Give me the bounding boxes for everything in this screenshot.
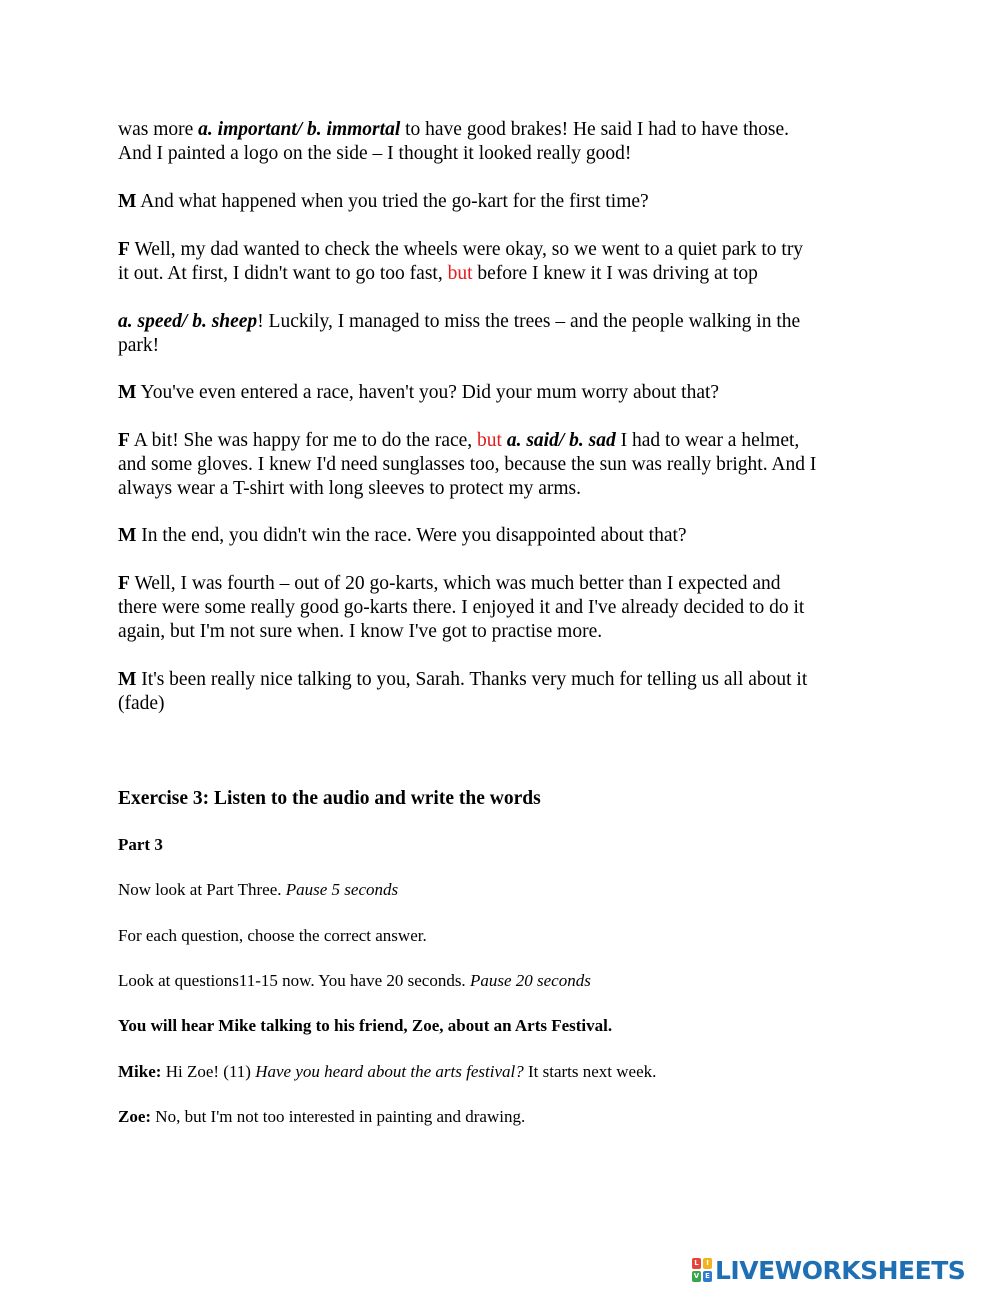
logo-icon [692, 1258, 712, 1282]
highlighted-word: but [477, 430, 502, 451]
speaker-label: M [118, 382, 137, 403]
logo-letter-e: E [703, 1271, 712, 1282]
speaker-label: Zoe: [118, 1107, 152, 1126]
speaker-label: M [118, 525, 137, 546]
instruction-context: You will hear Mike talking to his friend, Zoe, about an Arts Festival. [118, 1016, 613, 1035]
answer-option-important-immortal[interactable]: a. important/ b. immortal [198, 119, 401, 140]
logo-letter-l: L [692, 1258, 701, 1269]
logo-letter-v: V [693, 1272, 700, 1280]
dialogue-zoe: Zoe: No, but I'm not too interested in painting and drawing. [118, 1107, 526, 1126]
speaker-label: F [118, 573, 130, 594]
answer-option-speed-sheep[interactable]: a. speed/ b. sheep [118, 311, 258, 332]
exercise-heading: Exercise 3: Listen to the audio and write the words [118, 788, 541, 809]
paragraph-f-answer-1: F Well, my dad wanted to check the wheels were okay, so we went to a quiet park to try it out. At first, I didn't want to go too fast, but before I knew it I was driving at top [118, 239, 804, 284]
paragraph-brakes: was more a. important/ b. immortal to have good brakes! He said I had to have those. And I painted a logo on the side – I thought it looked really good! [118, 119, 790, 164]
answer-option-said-sad[interactable]: a. said/ b. sad [501, 430, 616, 451]
instruction-part-three: Now look at Part Three. Pause 5 seconds [118, 880, 399, 899]
speaker-label: M [118, 191, 137, 212]
highlighted-word: but [447, 263, 473, 284]
speaker-label: Mike: [118, 1062, 162, 1081]
paragraph-m-closing: M It's been really nice talking to you, Sarah. Thanks very much for telling us all about it (fade) [118, 669, 808, 714]
part-heading: Part 3 [118, 835, 163, 854]
paragraph-speed: a. speed/ b. sheep! Luckily, I managed to miss the trees – and the people walking in the park! [118, 311, 801, 356]
liveworksheets-logo[interactable] [692, 1255, 965, 1285]
dialogue-mike: Mike: Hi Zoe! (11) Have you heard about the arts festival? It starts next week. [118, 1062, 657, 1081]
paragraph-m-question-1: M And what happened when you tried the go-kart for the first time? [118, 191, 649, 212]
logo-letter-i: I [703, 1258, 712, 1269]
speaker-label: F [118, 239, 130, 260]
paragraph-f-answer-2: F A bit! She was happy for me to do the race, but a. said/ b. sad I had to wear a helmet, and some gloves. I knew I'd need sunglasses too, because the sun was really bright. And I always wear a T-shirt with long sleeves to protect my arms. [118, 430, 817, 499]
paragraph-m-question-3: M In the end, you didn't win the race. Were you disappointed about that? [118, 525, 687, 546]
paragraph-m-question-2: M You've even entered a race, haven't you? Did your mum worry about that? [118, 382, 720, 403]
instruction-look-questions: Look at questions11-15 now. You have 20 seconds. Pause 20 seconds [118, 971, 591, 990]
speaker-label: M [118, 669, 137, 690]
instruction-choose: For each question, choose the correct answer. [118, 926, 427, 945]
logo-wordmark: LIVEWORKSHEETS [715, 1255, 966, 1285]
paragraph-f-answer-3: F Well, I was fourth – out of 20 go-karts, which was much better than I expected and there were some really good go-karts there. I enjoyed it and I've already decided to do it again, but I'm not sure when. I know I've got to practise more. [118, 573, 805, 642]
speaker-label: F [118, 430, 130, 451]
